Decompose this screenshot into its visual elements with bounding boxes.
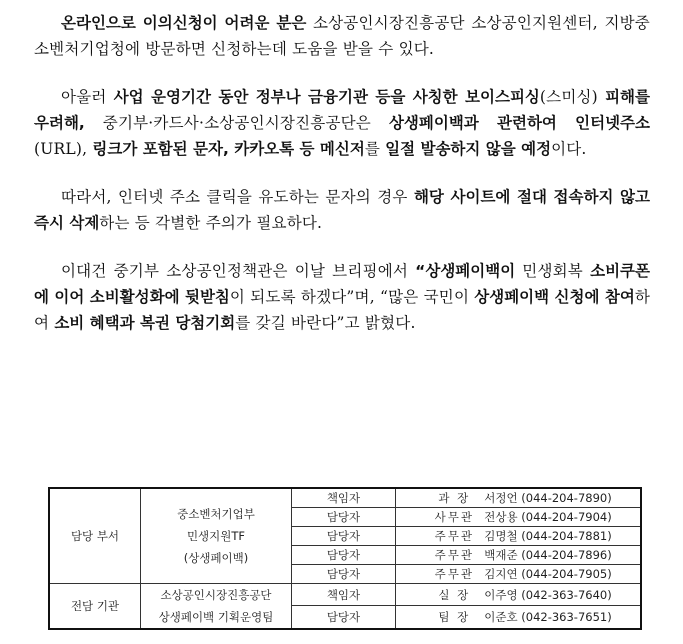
role-cell: 책임자	[292, 488, 396, 508]
paragraph-phishing-warning	[34, 84, 650, 162]
phone-number: (044-204-7904)	[521, 510, 612, 524]
org-line: 민생지원TF	[186, 529, 246, 543]
body-text: 이 되도록 하겠다”며, “많은 국민이	[229, 288, 475, 306]
body-text: 아울러	[61, 88, 114, 106]
person-cell	[396, 606, 642, 629]
body-text: (URL),	[34, 140, 93, 158]
phone-number: (044-204-7881)	[521, 529, 612, 543]
contact-row	[49, 488, 641, 508]
press-release-body	[34, 10, 650, 358]
person-name: 이준호	[484, 610, 518, 625]
contact-table-body	[49, 488, 641, 629]
body-text: 중기부·카드사·소상공인시장진흥공단은	[84, 114, 389, 132]
person-cell	[396, 584, 642, 606]
body-text: 하여	[34, 288, 651, 332]
emphasis-text: 상생페이백과 관련하여 인터넷주소	[388, 114, 650, 132]
body-text: 민생회복	[515, 262, 591, 280]
person-name: 전상용	[484, 510, 518, 524]
org-line: 소상공인시장진흥공단	[160, 588, 272, 602]
person-cell	[396, 527, 642, 546]
body-text: 하는 등 각별한 주의가 필요하다.	[99, 214, 323, 232]
role-cell: 담당자	[292, 565, 396, 584]
phone-number: (044-204-7896)	[521, 548, 612, 562]
body-text: 이다.	[551, 140, 587, 158]
emphasis-text: 일절 발송하지 않을 예정	[385, 140, 552, 158]
contact-row	[49, 584, 641, 606]
org-line: 상생페이백 기획운영팀	[158, 610, 274, 624]
body-text: 따라서, 인터넷 주소 클릭을 유도하는 문자의 경우	[61, 188, 414, 206]
person-name: 서정언	[484, 491, 518, 505]
role-cell: 담당자	[292, 508, 396, 527]
phone-number: (042-363-7651)	[521, 610, 612, 625]
person-cell	[396, 488, 642, 508]
dept-cell: 담당 부서	[49, 488, 141, 584]
position-title: 과 장	[438, 491, 471, 505]
phone-number: (044-204-7890)	[521, 491, 612, 505]
person-cell	[396, 508, 642, 527]
person-cell	[396, 565, 642, 584]
emphasis-text: 상생페이백 신청에 참여	[474, 288, 635, 306]
emphasis-text: 피해를 우려해,	[34, 88, 650, 132]
emphasis-text: 사업 운영기간 동안 정부나 금융기관 등을 사칭한 보이스피싱	[113, 88, 540, 106]
person-name: 김명철	[484, 529, 518, 543]
role-cell: 담당자	[292, 546, 396, 565]
dept-cell: 전담 기관	[49, 584, 141, 630]
role-cell: 책임자	[292, 584, 396, 606]
person-name: 이주영	[484, 587, 518, 602]
body-text: 이대건 중기부 소상공인정책관은 이날 브리핑에서	[61, 262, 416, 280]
position-title: 주무관	[434, 529, 474, 543]
position-title: 주무관	[434, 567, 474, 581]
emphasis-text: “상생페이백이	[415, 262, 516, 280]
emphasis-text: 소비쿠폰에 이어 소비활성화에 뒷받침	[34, 262, 650, 306]
phone-number: (042-363-7640)	[521, 587, 612, 602]
role-cell: 담당자	[292, 527, 396, 546]
paragraph-caution	[34, 184, 650, 236]
position-title: 사무관	[434, 510, 474, 524]
org-line: (상생페이백)	[183, 551, 249, 565]
body-text: 를 갖길 바란다”고 밝혔다.	[235, 314, 416, 332]
body-text: (스미싱)	[539, 88, 606, 106]
paragraph-official-quote	[34, 258, 650, 336]
emphasis-text: 해당 사이트에 절대 접속하지 않고 즉시 삭제	[34, 188, 650, 232]
role-cell: 담당자	[292, 606, 396, 629]
org-cell	[141, 488, 292, 584]
org-cell	[141, 584, 292, 630]
emphasis-text: 링크가 포함된 문자, 카카오톡 등 메신저	[92, 140, 365, 158]
org-line: 중소벤처기업부	[177, 507, 255, 521]
person-name: 백재준	[484, 548, 518, 562]
person-name: 김지연	[484, 567, 518, 581]
person-cell	[396, 546, 642, 565]
position-title: 실 장	[438, 587, 471, 602]
phone-number: (044-204-7905)	[521, 567, 612, 581]
position-title: 팀 장	[438, 610, 471, 625]
contact-table	[48, 487, 642, 630]
position-title: 주무관	[434, 548, 474, 562]
emphasis-text: 소비 혜택과 복권 당첨기회	[54, 314, 236, 332]
emphasis-text: 온라인으로 이의신청이 어려운 분은	[61, 14, 307, 32]
paragraph-objection-help	[34, 10, 650, 62]
body-text: 를	[364, 140, 386, 158]
body-text: 소상공인시장진흥공단 소상공인지원센터, 지방중소벤처기업청에 방문하면 신청하는데 도움을 받을 수 있다.	[34, 14, 650, 58]
